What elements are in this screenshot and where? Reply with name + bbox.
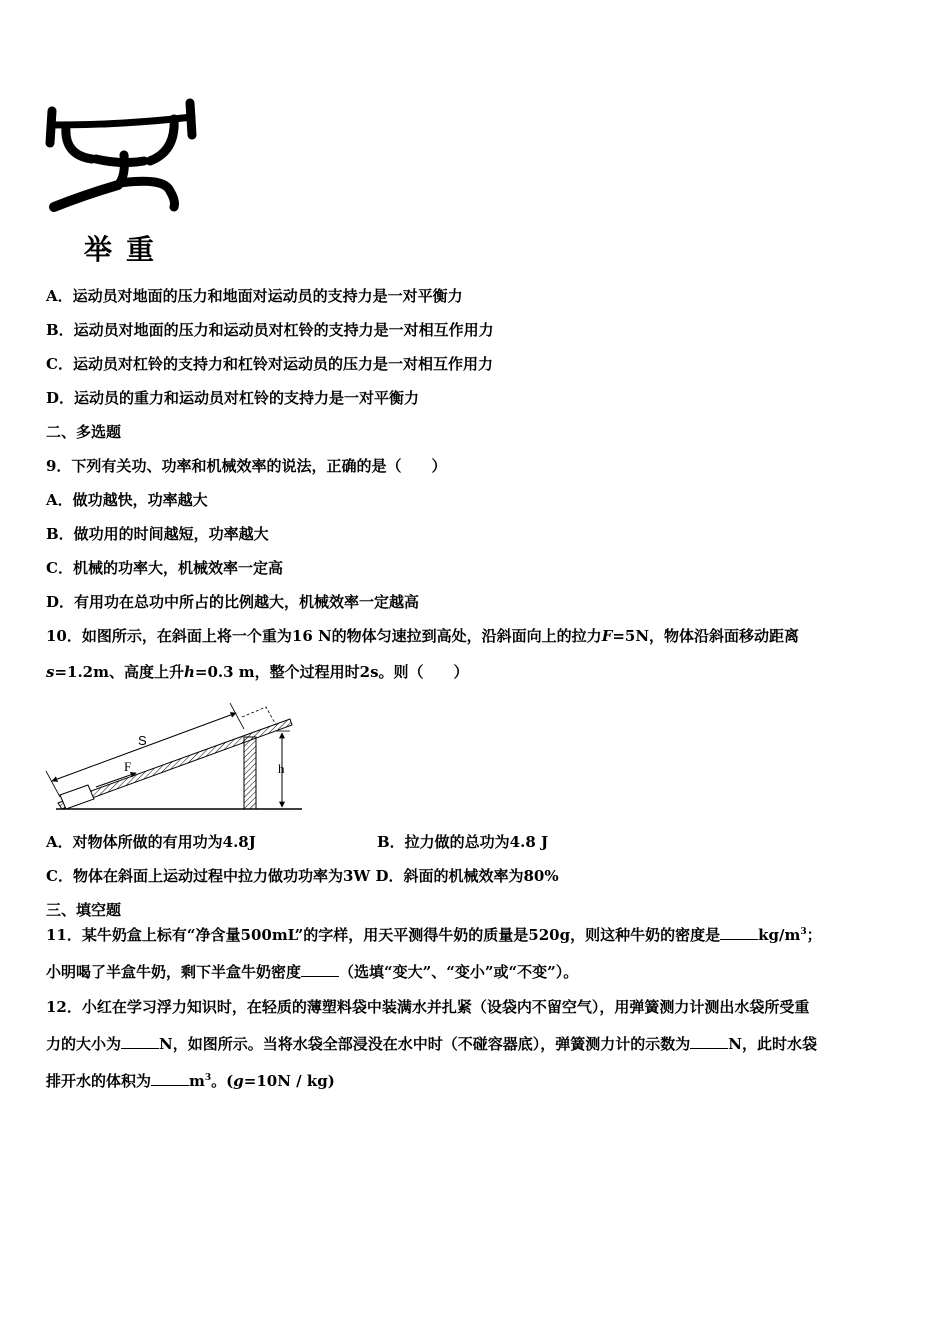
q10-var-f: F: [601, 627, 613, 645]
answer-blank[interactable]: [151, 1071, 189, 1086]
q12-text: =10N / kg): [243, 1072, 335, 1090]
q11-text: 小明喝了半盒牛奶，剩下半盒牛奶密度: [46, 963, 302, 981]
q12-text: N，此时水袋: [728, 1035, 817, 1053]
q8-option-d: D．运动员的重力和运动员对杠铃的支持力是一对平衡力: [46, 389, 420, 407]
q12-var-g: g: [233, 1072, 244, 1090]
q11-text: 11．某牛奶盒上标有“净含量500mL”的字样，用天平测得牛奶的质量是520g，则这种牛奶的密度是: [46, 926, 721, 944]
incline-diagram: [44, 703, 306, 815]
q11-line1: [46, 925, 822, 945]
q12-line3: [46, 1071, 335, 1091]
q10-text: =5N，物体沿斜面移动距离: [612, 627, 800, 645]
q11-text: ；: [806, 926, 822, 944]
q10-option-a: A．对物体所做的有用功为4.8J: [46, 833, 256, 851]
section-heading-multiple-choice: 二、多选题: [46, 423, 122, 441]
q10-stem-line2: [46, 662, 469, 682]
q12-line1: 12．小红在学习浮力知识时，在轻质的薄塑料袋中装满水并扎紧（设袋内不留空气），用弹簧测力计测出水袋所受重: [46, 998, 810, 1016]
q12-text: 力的大小为: [46, 1035, 122, 1053]
distance-label: S: [138, 733, 147, 748]
weightlifter-pictogram: [44, 95, 204, 220]
q11-line2: [46, 962, 578, 982]
q10-options-cd: [46, 866, 559, 886]
q9-option-b: B．做功用的时间越短，功率越大: [46, 525, 269, 543]
q9-option-a: A．做功越快，功率越大: [46, 491, 208, 509]
height-label: h: [278, 761, 285, 776]
q9-stem: 9．下列有关功、功率和机械效率的说法，正确的是（ ）: [46, 457, 447, 475]
q8-option-a: A．运动员对地面的压力和地面对运动员的支持力是一对平衡力: [46, 287, 463, 305]
q12-text: N，如图所示。当将水袋全部浸没在水中时（不碰容器底），弹簧测力计的示数为: [159, 1035, 691, 1053]
force-label: F: [124, 759, 132, 774]
q9-option-c: C．机械的功率大，机械效率一定高: [46, 559, 283, 577]
q12-unit-exponent: 3: [204, 1073, 212, 1083]
q12-unit: m: [189, 1072, 205, 1090]
q12-text: 。(: [211, 1072, 234, 1090]
answer-blank[interactable]: [121, 1034, 159, 1049]
q10-option-c: C．物体在斜面上运动过程中拉力做功功率为3W: [46, 867, 371, 885]
q10-stem-line1: [46, 626, 799, 646]
q8-option-b: B．运动员对地面的压力和运动员对杠铃的支持力是一对相互作用力: [46, 321, 494, 339]
answer-blank[interactable]: [690, 1034, 728, 1049]
q12-line2: [46, 1034, 817, 1054]
q11-unit: kg/m: [758, 926, 801, 944]
answer-blank[interactable]: [720, 925, 758, 940]
q10-text: =1.2m、高度上升: [54, 663, 184, 681]
q12-text: 排开水的体积为: [46, 1072, 152, 1090]
q11-unit-exponent: 3: [800, 927, 807, 937]
answer-blank[interactable]: [301, 962, 339, 977]
q10-text: =0.3 m，整个过程用时2s。则（ ）: [194, 663, 469, 681]
q10-option-d: D．斜面的机械效率为80%: [375, 867, 559, 885]
q10-option-b: B．拉力做的总功为4.8 J: [377, 833, 549, 851]
q11-text: （选填“变大”、“变小”或“不变”）。: [339, 963, 579, 981]
q10-var-s: s: [46, 663, 55, 681]
q9-option-d: D．有用功在总功中所占的比例越大，机械效率一定越高: [46, 593, 420, 611]
section-heading-fill-in: 三、填空题: [46, 901, 122, 919]
q8-option-c: C．运动员对杠铃的支持力和杠铃对运动员的压力是一对相互作用力: [46, 355, 493, 373]
q10-var-h: h: [184, 663, 195, 681]
q10-options-ab: [46, 832, 548, 852]
figure-caption: 举重: [84, 233, 169, 266]
q10-text: 10．如图所示，在斜面上将一个重为16 N的物体匀速拉到高处，沿斜面向上的拉力: [46, 627, 602, 645]
